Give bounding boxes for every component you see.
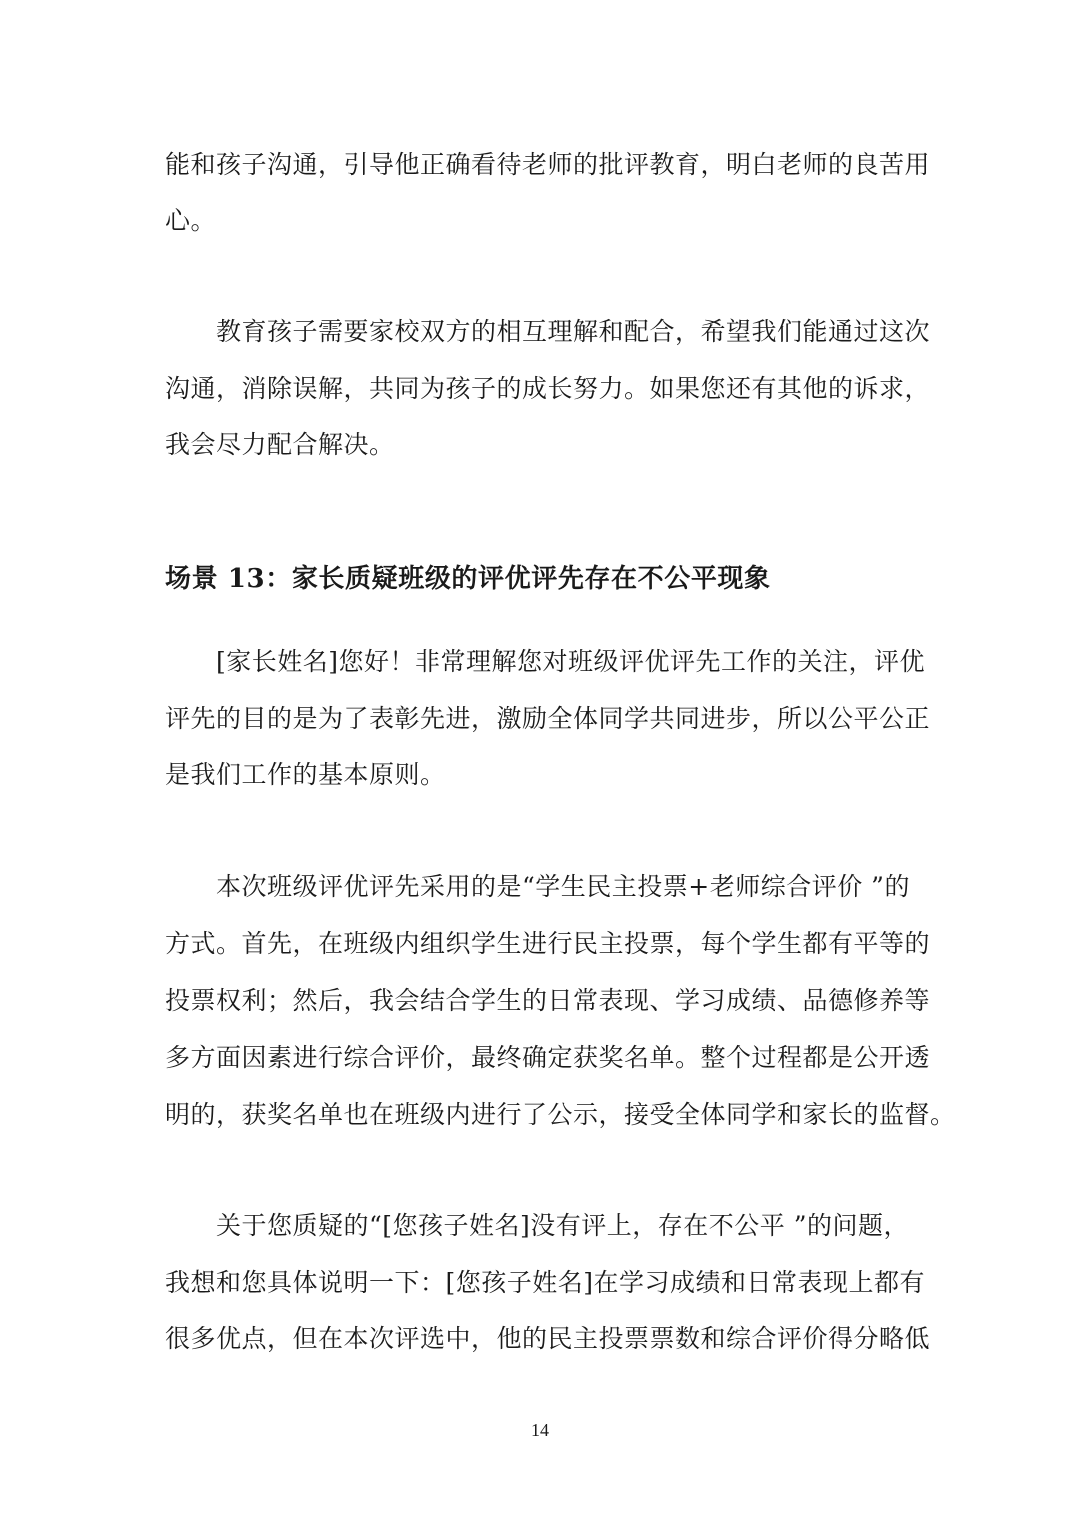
paragraph-2-line-2: 沟通，消除误解，共同为孩子的成长努力。如果您还有其他的诉求， xyxy=(165,374,931,403)
paragraph-4-line-2: 方式。首先，在班级内组织学生进行民主投票，每个学生都有平等的 xyxy=(165,929,931,958)
paragraph-5-line-2: 我想和您具体说明一下：[您孩子姓名]在学习成绩和日常表现上都有 xyxy=(165,1268,926,1297)
page-number: 14 xyxy=(531,1420,549,1440)
paragraph-4-line-4: 多方面因素进行综合评价，最终确定获奖名单。整个过程都是公开透 xyxy=(165,1043,931,1072)
paragraph-1-line-2: 心。 xyxy=(165,206,217,235)
paragraph-4-line-3: 投票权利；然后，我会结合学生的日常表现、学习成绩、品德修养等 xyxy=(165,986,931,1015)
paragraph-3-line-1: [家长姓名]您好！非常理解您对班级评优评先工作的关注，评优 xyxy=(216,647,926,676)
section-heading: 场景 13：家长质疑班级的评优评先存在不公平现象 xyxy=(165,564,771,594)
paragraph-3-line-2: 评先的目的是为了表彰先进，激励全体同学共同进步，所以公平公正 xyxy=(165,704,931,733)
paragraph-4-line-1: 本次班级评优评先采用的是“学生民主投票+老师综合评价 ”的 xyxy=(216,872,910,901)
paragraph-2-line-1: 教育孩子需要家校双方的相互理解和配合，希望我们能通过这次 xyxy=(216,317,931,346)
paragraph-5-line-1: 关于您质疑的“[您孩子姓名]没有评上，存在不公平 ”的问题， xyxy=(216,1211,910,1240)
paragraph-4-line-5: 明的，获奖名单也在班级内进行了公示，接受全体同学和家长的监督。 xyxy=(165,1100,956,1129)
paragraph-2-line-3: 我会尽力配合解决。 xyxy=(165,430,395,459)
paragraph-1-line-1: 能和孩子沟通，引导他正确看待老师的批评教育，明白老师的良苦用 xyxy=(165,150,931,179)
paragraph-3-line-3: 是我们工作的基本原则。 xyxy=(165,760,446,789)
paragraph-5-line-3: 很多优点，但在本次评选中，他的民主投票票数和综合评价得分略低 xyxy=(165,1324,931,1353)
